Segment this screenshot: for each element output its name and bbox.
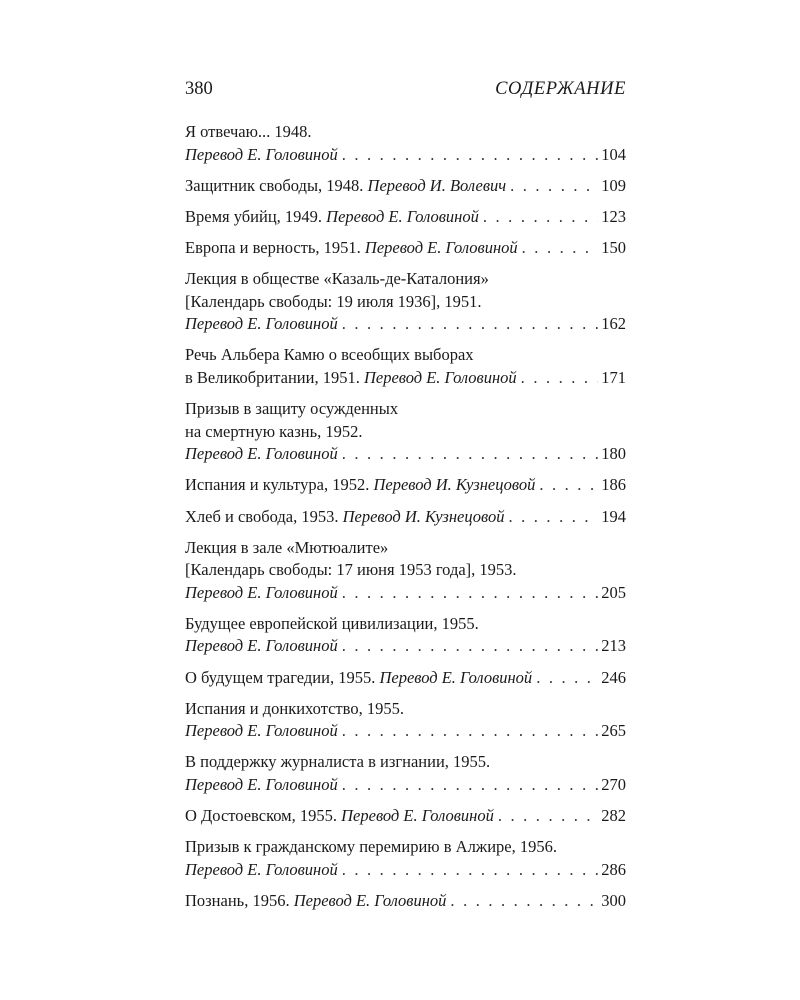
toc-entry-text <box>185 859 338 882</box>
toc-entry-text <box>185 805 494 828</box>
toc-entry-title-line: Лекция в обществе «Казаль-де-Каталония» <box>185 269 489 289</box>
dot-leader <box>510 175 598 198</box>
toc-entry-title: Испания и культура, 1952. <box>185 475 374 495</box>
toc-entry <box>185 836 626 881</box>
toc-entry-text <box>185 313 338 336</box>
toc-entry-translator: Перевод Е. Головиной <box>185 444 338 464</box>
dot-leader <box>536 667 598 690</box>
toc-entry-translator: Перевод Е. Головиной <box>363 367 517 387</box>
dot-leader <box>450 890 598 913</box>
toc-entry <box>185 805 626 828</box>
toc-entry-title-line: Будущее европейской цивилизации, 1955. <box>185 613 479 633</box>
toc-entry-leader-line <box>185 774 626 797</box>
toc-entry-title-line: Я отвечаю... 1948. <box>185 122 312 141</box>
toc-entry-leader-line <box>185 474 626 497</box>
toc-entry-page-number: 270 <box>601 774 626 794</box>
toc-entry-title: Время убийц, 1949. <box>185 206 327 226</box>
dot-leader <box>522 237 599 260</box>
toc-entry <box>185 613 626 658</box>
toc-entry-leader-line <box>185 582 626 605</box>
toc-entry-translator: Перевод Е. Головиной <box>185 721 338 741</box>
toc-entry-page-number: 150 <box>601 238 626 258</box>
toc-entry-leader-line <box>185 890 626 913</box>
toc-entry-text <box>185 506 504 529</box>
toc-entry-page-number: 246 <box>601 667 626 687</box>
dot-leader <box>508 506 598 529</box>
toc-entry-text <box>185 774 338 797</box>
toc-entry-leader-line <box>185 237 626 260</box>
toc-entry-leader-line <box>185 635 626 658</box>
dot-leader <box>342 635 599 658</box>
dot-leader <box>539 474 598 497</box>
toc-entry-title: О Достоевском, 1955. <box>185 806 342 826</box>
page-number: 380 <box>185 79 213 99</box>
toc-entry-title-line: Призыв в защиту осужденных <box>185 399 399 419</box>
toc-entry-title: Европа и верность, 1951. <box>185 238 365 258</box>
toc-entry <box>185 537 626 605</box>
toc-entry-translator: Перевод Е. Головиной <box>326 206 479 226</box>
toc-entry <box>185 890 626 913</box>
toc-entry-translator: Перевод И. Волевич <box>367 175 507 195</box>
toc-entry-title-line: Призыв к гражданскому перемирию в Алжире, 1956. <box>185 837 557 857</box>
toc-entry-leader-line <box>185 443 626 466</box>
toc-entry-title-line: В поддержку журналиста в изгнании, 1955. <box>185 752 491 772</box>
toc-entry <box>185 474 626 497</box>
dot-leader <box>342 774 599 797</box>
toc-entry <box>185 206 626 229</box>
toc-entry-text <box>185 635 338 658</box>
toc-entry-page-number: 186 <box>601 475 626 495</box>
toc-entry-title: в Великобритании, 1951. <box>185 367 364 387</box>
toc-entry-title-line: Лекция в зале «Мютюалите» <box>185 537 389 557</box>
dot-leader <box>342 582 599 605</box>
toc-entry-title: Защитник свободы, 1948. <box>185 175 368 195</box>
dot-leader <box>521 367 599 390</box>
table-of-contents <box>185 121 626 921</box>
toc-entry <box>185 121 626 166</box>
toc-entry-leader-line <box>185 313 626 336</box>
dot-leader <box>342 144 599 167</box>
toc-entry-page-number: 205 <box>601 582 626 602</box>
toc-entry-leader-line <box>185 506 626 529</box>
toc-entry <box>185 344 626 389</box>
toc-entry-translator: Перевод Е. Головиной <box>364 238 518 258</box>
toc-entry-page-number: 300 <box>601 891 626 910</box>
toc-entry-translator: Перевод Е. Головиной <box>379 667 533 687</box>
toc-entry <box>185 268 626 336</box>
toc-entry-translator: Перевод Е. Головиной <box>293 891 447 910</box>
toc-entry-page-number: 180 <box>601 444 626 464</box>
toc-entry-translator: Перевод И. Кузнецовой <box>373 475 536 495</box>
toc-entry-page-number: 282 <box>601 806 626 826</box>
toc-entry-leader-line <box>185 667 626 690</box>
toc-entry-page-number: 194 <box>601 506 626 526</box>
toc-entry-page-number: 265 <box>601 721 626 741</box>
toc-entry-text <box>185 237 518 260</box>
page-header <box>185 79 626 105</box>
toc-entry-text <box>185 206 479 229</box>
toc-entry-page-number: 171 <box>601 367 626 387</box>
toc-entry-text <box>185 582 338 605</box>
toc-entry-translator: Перевод Е. Головиной <box>341 806 494 826</box>
toc-entry <box>185 751 626 796</box>
toc-entry-text <box>185 144 338 167</box>
toc-entry-page-number: 109 <box>601 175 626 195</box>
dot-leader <box>342 443 599 466</box>
toc-entry-text <box>185 175 506 198</box>
toc-entry-text <box>185 890 446 913</box>
toc-entry-title: Познань, 1956. <box>185 891 294 910</box>
toc-entry-translator: Перевод Е. Головиной <box>185 636 338 656</box>
toc-entry-title-line: [Календарь свободы: 19 июля 1936], 1951. <box>185 291 482 311</box>
toc-entry-page-number: 104 <box>601 144 626 164</box>
toc-entry-page-number: 123 <box>601 206 626 226</box>
toc-entry-leader-line <box>185 175 626 198</box>
toc-entry <box>185 506 626 529</box>
toc-entry <box>185 698 626 743</box>
toc-entry-leader-line <box>185 720 626 743</box>
toc-entry-page-number: 213 <box>601 636 626 656</box>
toc-entry <box>185 237 626 260</box>
toc-entry-leader-line <box>185 367 626 390</box>
dot-leader <box>342 720 599 743</box>
dot-leader <box>483 206 598 229</box>
toc-entry-translator: Перевод Е. Головиной <box>185 859 338 879</box>
toc-entry-translator: Перевод Е. Головиной <box>185 774 338 794</box>
toc-entry-title-line: Речь Альбера Камю о всеобщих выборах <box>185 345 474 365</box>
toc-entry-title: О будущем трагедии, 1955. <box>185 667 380 687</box>
running-title: СОДЕРЖАНИЕ <box>495 79 626 99</box>
toc-entry-title-line: на смертную казнь, 1952. <box>185 421 363 441</box>
toc-entry-leader-line <box>185 206 626 229</box>
toc-entry-text <box>185 474 535 497</box>
toc-entry-leader-line <box>185 805 626 828</box>
toc-entry-leader-line <box>185 859 626 882</box>
toc-entry-title-line: [Календарь свободы: 17 июня 1953 года], 1953. <box>185 560 517 580</box>
toc-entry-translator: Перевод И. Кузнецовой <box>342 506 505 526</box>
toc-entry-title: Хлеб и свобода, 1953. <box>185 506 343 526</box>
toc-entry-text <box>185 720 338 743</box>
toc-entry <box>185 667 626 690</box>
toc-entry-translator: Перевод Е. Головиной <box>185 144 338 164</box>
dot-leader <box>498 805 598 828</box>
toc-entry-translator: Перевод Е. Головиной <box>185 582 338 602</box>
toc-entry-title-line: Испания и донкихотство, 1955. <box>185 698 404 718</box>
dot-leader <box>342 313 599 336</box>
toc-entry <box>185 398 626 466</box>
toc-entry-text <box>185 367 517 390</box>
toc-entry <box>185 175 626 198</box>
toc-entry-page-number: 162 <box>601 314 626 334</box>
toc-entry-text <box>185 667 532 690</box>
dot-leader <box>342 859 599 882</box>
toc-entry-leader-line <box>185 144 626 167</box>
toc-entry-page-number: 286 <box>601 859 626 879</box>
toc-entry-text <box>185 443 338 466</box>
toc-entry-translator: Перевод Е. Головиной <box>185 314 338 334</box>
